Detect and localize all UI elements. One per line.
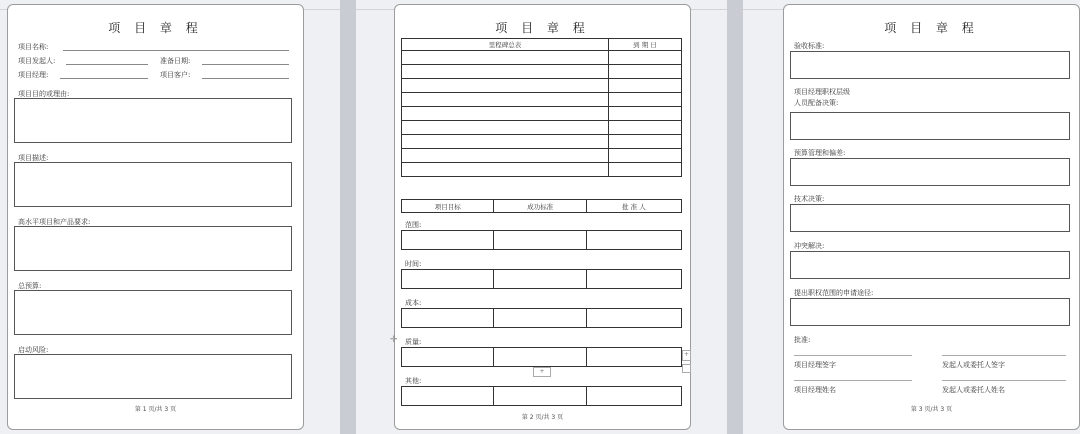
table-cell[interactable] (494, 387, 586, 406)
page-margin-guide (304, 9, 340, 10)
objective-header-table (401, 199, 682, 213)
signature-line[interactable] (942, 355, 1066, 356)
table-cell[interactable] (402, 348, 494, 367)
page-footer: 第 3 页/共 3 页 (910, 406, 953, 413)
table-cell[interactable] (586, 387, 681, 406)
requirements-box[interactable] (14, 226, 292, 271)
approval-label: 批准: (794, 336, 811, 344)
table-cell[interactable] (402, 149, 609, 163)
table-cell[interactable] (609, 135, 682, 149)
page-gap-2 (727, 0, 743, 434)
table-cell[interactable] (402, 135, 609, 149)
time-row (401, 269, 682, 289)
project-purpose-box[interactable] (14, 98, 292, 143)
table-cell[interactable] (609, 79, 682, 93)
table-cell[interactable] (402, 121, 609, 135)
category-label: 范围: (405, 221, 422, 229)
section-label: 项目目的或理由: (18, 90, 70, 98)
signature-line[interactable] (942, 380, 1066, 381)
section-label: 项目描述: (18, 154, 49, 162)
category-label: 质量: (405, 338, 422, 346)
table-cell[interactable] (402, 163, 609, 177)
prepare-date-field[interactable] (202, 64, 289, 65)
section-label: 技术决策: (794, 195, 825, 203)
table-cell[interactable] (402, 309, 494, 328)
project-manager-field[interactable] (60, 78, 148, 79)
section-label: 高水平项目和产品要求: (18, 218, 91, 226)
document-page-2 (394, 4, 691, 430)
scope-row (401, 230, 682, 250)
section-label: 项目经理职权层级 人员配备决策: (794, 88, 850, 107)
cost-row (401, 308, 682, 328)
other-row (401, 386, 682, 406)
add-column-button[interactable]: + (682, 350, 691, 361)
technical-decision-box[interactable] (790, 204, 1070, 232)
table-cell[interactable] (609, 93, 682, 107)
objective-header: 项目目标 (402, 200, 494, 213)
project-customer-field[interactable] (202, 78, 289, 79)
project-sponsor-field[interactable] (66, 64, 148, 65)
sponsor-name-label: 发起人或委托人姓名 (942, 386, 1005, 394)
project-manager-label: 项目经理: (18, 71, 49, 79)
milestone-header: 里程碑总表 (402, 39, 609, 51)
due-date-header: 到 期 日 (609, 39, 682, 51)
table-cell[interactable] (609, 51, 682, 65)
table-cell[interactable] (402, 270, 494, 289)
table-cell[interactable] (586, 348, 681, 367)
section-label: 提出职权范围的申请途径: (794, 289, 874, 297)
section-label: 启动风险: (18, 346, 49, 354)
table-move-handle-icon[interactable]: ✛ (390, 335, 398, 345)
page-footer: 第 2 页/共 3 页 (521, 414, 564, 421)
table-cell[interactable] (609, 149, 682, 163)
sponsor-signature-label: 发起人或委托人签字 (942, 361, 1005, 369)
staffing-decision-box[interactable] (790, 112, 1070, 140)
table-cell[interactable] (494, 270, 586, 289)
page-gap-1 (340, 0, 356, 434)
success-criteria-header: 成功标准 (494, 200, 586, 213)
table-cell[interactable] (402, 107, 609, 121)
project-customer-label: 项目客户: (160, 71, 191, 79)
document-page-1 (7, 4, 304, 430)
prepare-date-label: 准备日期: (160, 57, 191, 65)
budget-box[interactable] (14, 290, 292, 335)
pm-name-label: 项目经理姓名 (794, 386, 836, 394)
section-label: 冲突解决: (794, 242, 825, 250)
table-cell[interactable] (402, 79, 609, 93)
milestone-table (401, 38, 682, 177)
table-cell[interactable] (402, 387, 494, 406)
table-cell[interactable] (494, 309, 586, 328)
table-cell[interactable] (402, 231, 494, 250)
budget-management-box[interactable] (790, 158, 1070, 186)
table-cell[interactable] (609, 163, 682, 177)
section-label: 验收标准: (794, 42, 825, 50)
project-name-field[interactable] (63, 50, 289, 51)
approver-header: 批 准 人 (586, 200, 681, 213)
table-cell[interactable] (586, 270, 681, 289)
page-title: 项 目 章 程 (884, 21, 979, 35)
table-cell[interactable] (402, 65, 609, 79)
category-label: 其他: (405, 377, 422, 385)
table-cell[interactable] (402, 93, 609, 107)
table-cell[interactable] (494, 348, 586, 367)
page-title: 项 目 章 程 (108, 21, 203, 35)
add-row-button[interactable]: + (533, 367, 551, 377)
section-label: 预算管理和偏差: (794, 149, 846, 157)
table-cell[interactable] (586, 309, 681, 328)
table-cell[interactable] (609, 107, 682, 121)
risk-box[interactable] (14, 354, 292, 399)
table-cell[interactable] (586, 231, 681, 250)
resize-handle-icon[interactable] (682, 364, 691, 373)
table-cell[interactable] (609, 121, 682, 135)
page-margin-guide (691, 9, 727, 10)
page-title: 项 目 章 程 (495, 21, 590, 35)
conflict-resolution-box[interactable] (790, 251, 1070, 279)
table-cell[interactable] (402, 51, 609, 65)
signature-line[interactable] (794, 355, 912, 356)
document-page-3 (783, 4, 1080, 430)
table-cell[interactable] (494, 231, 586, 250)
project-description-box[interactable] (14, 162, 292, 207)
signature-line[interactable] (794, 380, 912, 381)
category-label: 时间: (405, 260, 422, 268)
page-footer: 第 1 页/共 3 页 (134, 406, 177, 413)
quality-row (401, 347, 682, 367)
pm-signature-label: 项目经理签字 (794, 361, 836, 369)
page-margin-guide (356, 9, 394, 10)
project-name-label: 项目名称: (18, 43, 49, 51)
escalation-path-box[interactable] (790, 298, 1070, 326)
page-margin-guide (743, 9, 783, 10)
project-sponsor-label: 项目发起人: (18, 57, 56, 65)
table-cell[interactable] (609, 65, 682, 79)
category-label: 成本: (405, 299, 422, 307)
section-label: 总预算: (18, 282, 42, 290)
acceptance-criteria-box[interactable] (790, 51, 1070, 79)
